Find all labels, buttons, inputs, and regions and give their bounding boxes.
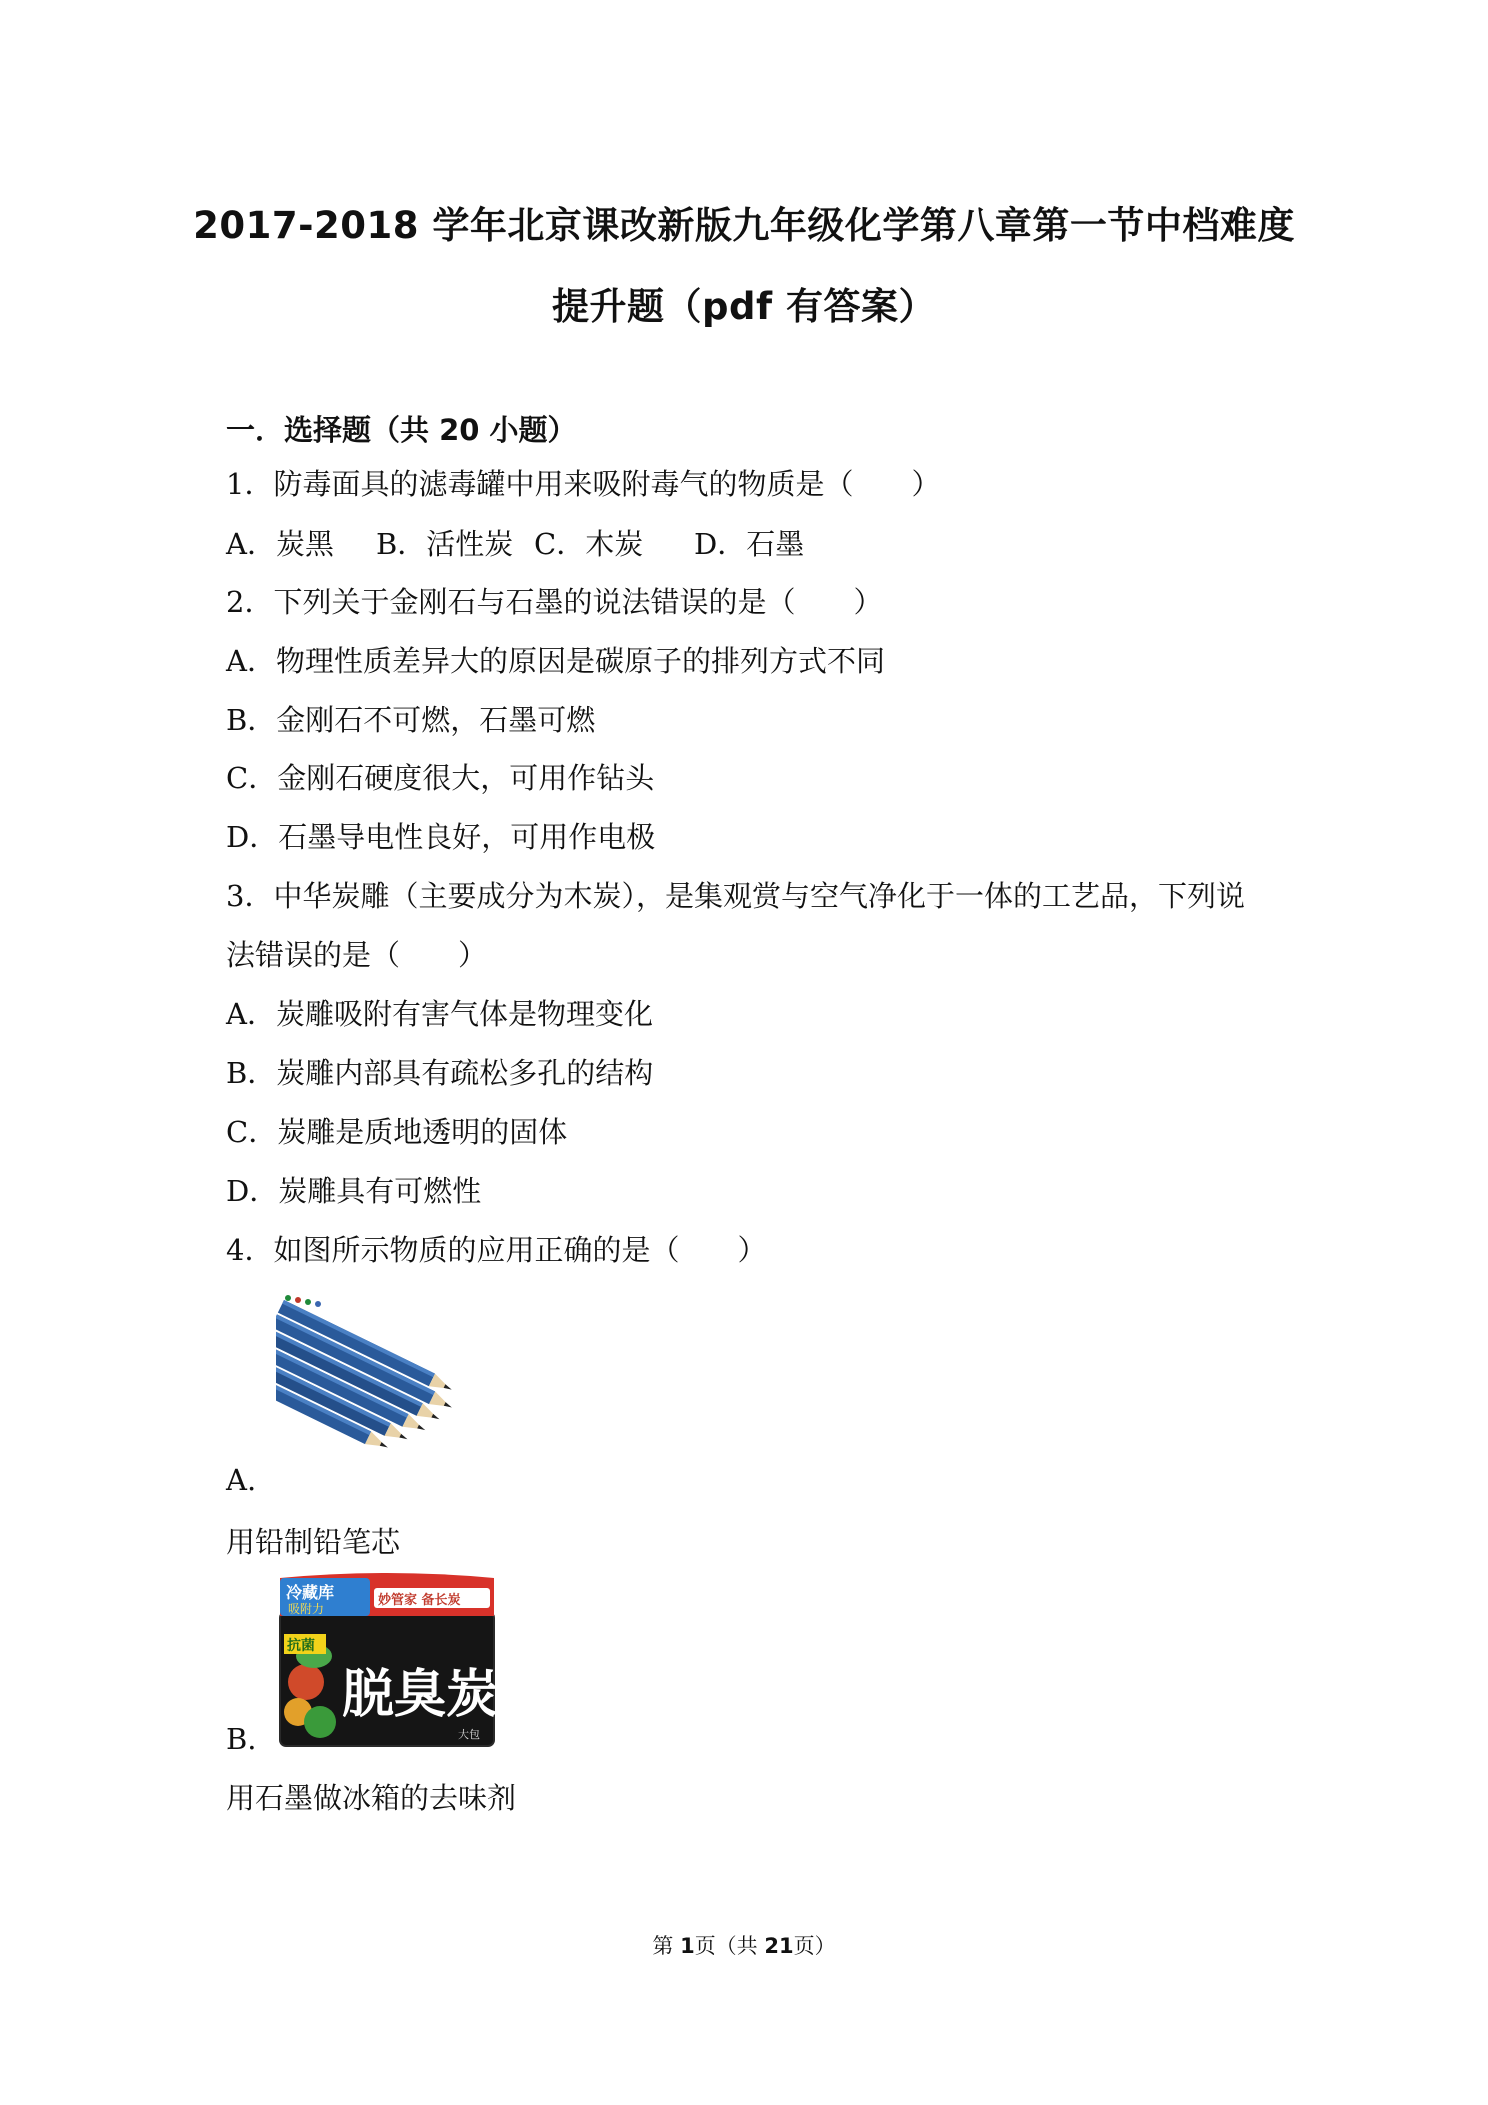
pencils-image (276, 1288, 486, 1448)
question-4-stem: 4．如图所示物质的应用正确的是（ ） (226, 1233, 767, 1267)
question-4-option-b-letter: B. (226, 1722, 257, 1756)
question-4-option-b-caption: 用石墨做冰箱的去味剂 (226, 1781, 517, 1815)
question-1-options (226, 522, 804, 563)
question-2-option-c: C．金刚石硬度很大，可用作钻头 (226, 761, 655, 795)
footer-prefix: 第 (652, 1934, 681, 1958)
package-badge: 抗菌 (287, 1638, 315, 1654)
question-3-stem-line1: 3．中华炭雕（主要成分为木炭），是集观赏与空气净化于一体的工艺品，下列说 (226, 879, 1245, 913)
question-4-option-a-caption: 用铅制铅笔芯 (226, 1525, 401, 1559)
option-b: B．活性炭 (376, 527, 514, 561)
footer-page-number: 1 (680, 1934, 695, 1958)
section-heading: 一．选择题（共 20 小题） (226, 413, 577, 447)
package-main-text: 脱臭炭 (342, 1664, 498, 1725)
question-3-option-d: D．炭雕具有可燃性 (226, 1174, 482, 1208)
footer-middle: 页（共 (694, 1934, 765, 1958)
document-title-line2: 提升题（pdf 有答案） (552, 285, 936, 328)
package-small-text: 大包 (458, 1728, 480, 1741)
option-a: A．炭黑 (226, 527, 334, 561)
charcoal-deodorizer-image (276, 1572, 498, 1750)
question-3-option-b: B．炭雕内部具有疏松多孔的结构 (226, 1056, 654, 1090)
package-text-top-right: 妙管家 备长炭 (378, 1593, 461, 1608)
question-3-option-a: A．炭雕吸附有害气体是物理变化 (226, 997, 653, 1031)
question-1-stem: 1．防毒面具的滤毒罐中用来吸附毒气的物质是（ ） (226, 467, 941, 501)
question-4-option-a-letter: A. (226, 1463, 257, 1497)
option-d: D．石墨 (694, 527, 805, 561)
package-text-top-left-sub: 吸附力 (288, 1602, 325, 1616)
question-3-option-c: C．炭雕是质地透明的固体 (226, 1115, 568, 1149)
document-title-line1: 2017-2018 学年北京课改新版九年级化学第八章第一节中档难度 (193, 204, 1295, 247)
option-c: C．木炭 (534, 527, 644, 561)
footer-suffix: 页） (793, 1934, 836, 1958)
footer-total-pages: 21 (764, 1934, 794, 1958)
question-3-stem-line2: 法错误的是（ ） (226, 938, 488, 972)
question-2-stem: 2．下列关于金刚石与石墨的说法错误的是（ ） (226, 585, 883, 619)
page-footer (0, 1930, 1488, 1960)
question-2-option-d: D．石墨导电性良好，可用作电极 (226, 820, 656, 854)
package-text-top-left: 冷藏库 (286, 1583, 335, 1602)
question-2-option-a: A．物理性质差异大的原因是碳原子的排列方式不同 (226, 644, 885, 678)
question-2-option-b: B．金刚石不可燃，石墨可燃 (226, 703, 596, 737)
